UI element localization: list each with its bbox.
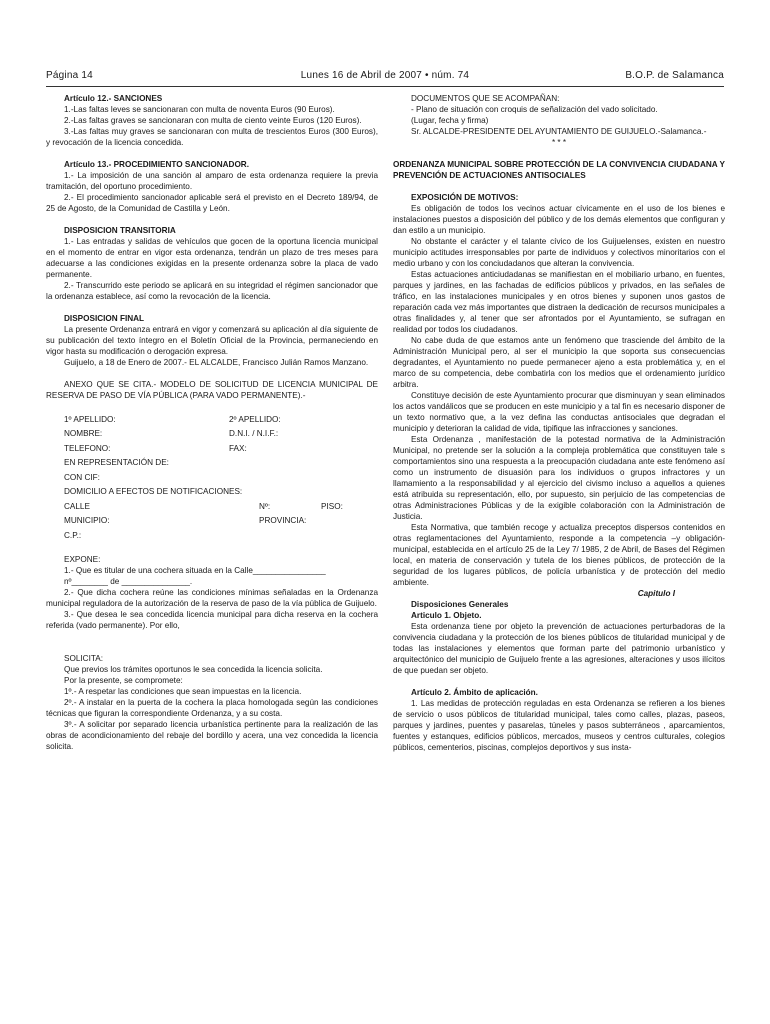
disposiciones-generales: Disposiciones Generales: [411, 600, 509, 609]
journal-name: B.O.P. de Salamanca: [625, 70, 724, 81]
art2-p: 1. Las medidas de protección reguladas en esta Ordenanza se refieren a los bienes de servicio o usos públicos de titularidad municipal, tales como calles, plazas, paseos, parques y jardines, puentes y pasarelas, túneles y pasos subterráneos , aparcamientos, fuentes y estanques, edificios públicos, mercados, museos y centros culturales, colegios públicos, cementerios, piscinas, complejos deportivos y sus insta-: [393, 699, 725, 752]
docs-title: DOCUMENTOS QUE SE ACOMPAÑAN:: [411, 94, 560, 103]
left-column: [46, 93, 378, 752]
form-calle: CALLE: [64, 501, 90, 511]
transitoria-p2: 2.- Transcurrido este periodo se aplicará en su integridad el régimen sancionador que la ordenanza establece, así como la revocación de la licencia.: [46, 281, 378, 301]
expone-title: EXPONE:: [64, 554, 101, 564]
art13-title: Artículo 13.- PROCEDIMIENTO SANCIONADOR.: [64, 160, 249, 169]
exposicion-p4: No cabe duda de que estamos ante un fenómeno que trasciende del ámbito de la Administración Municipal pero, al ser el municipio la que soporta sus consecuencias degradantes, el Ayuntamiento no puede permanecer ajeno a esta problemática y, en el marco de su competencia, debe combatirla con los medios que el ordenamiento jurídico arbitra.: [393, 336, 725, 389]
exposicion-p2: No obstante el carácter y el talante cívico de los Guijuelenses, existen en nuestro municipio actitudes irresponsables por parte de individuos y colectivos minoritarios con el medio urbano y con los conciudadanos que alteran la convivencia.: [393, 237, 725, 268]
form-apellido1: 1º APELLIDO:: [64, 414, 116, 424]
form-telefono: TELEFONO:: [64, 443, 111, 453]
art1-p: Esta ordenanza tiene por objeto la prevención de actuaciones perturbadoras de la convivencia ciudadana y la protección de los bienes públicos de titularidad municipal y de todas las instalaciones y elementos que forman parte del patrimonio urbanístico y arquitectónico del municipio de Guijuelo frente a las agresiones, alteraciones y usos ilícitos de que puedan ser objeto.: [393, 622, 725, 675]
header-divider: [46, 86, 724, 87]
solicita-p2: Por la presente, se compromete:: [64, 675, 183, 685]
docs-p2: (Lugar, fecha y firma): [411, 116, 489, 125]
form-piso: PISO:: [321, 501, 343, 511]
capitulo-1: Capitulo I: [637, 589, 675, 598]
art12-p3: 3.-Las faltas muy graves se sancionaran con multa de trescientos Euros (300 Euros), y revocación de la licencia concedida.: [46, 127, 378, 147]
exposicion-p6: Esta Ordenanza , manifestación de la potestad normativa de la Administración Municipal, no pretende ser la solución a la compleja problemática que constituyen tale s comportamientos sino una respuesta a la preocupación ciudadana ante este fenómeno así como un instrumento de disuasión para los individuos o grupos infractores y un llamamiento a la responsabilidad y al ejercicio del civismo incluso a aquellos a quienes está atribuida su representación, ello, por supuesto, sin perjuicio de las competencias de otras Administraciones Públicas y de la exigible colaboración con la Administración de Justicia.: [393, 435, 725, 521]
form-numero: Nº:: [259, 501, 271, 511]
form-fax: FAX:: [229, 443, 247, 453]
expone-p1: 1.- Que es titular de una cochera situada en la Calle________________: [64, 565, 326, 575]
compromiso-1: 1º.- A respetar las condiciones que sean impuestas en la licencia.: [64, 686, 302, 696]
page-number: Página 14: [46, 70, 93, 81]
compromiso-2: 2º.- A instalar en la puerta de la cochera la placa homologada según las condiciones técnicas que figuran la correspondiente Ordenanza, y a su costa.: [46, 697, 378, 718]
separator-stars: * * *: [551, 138, 567, 147]
exposicion-title: EXPOSICIÓN DE MOTIVOS:: [411, 193, 519, 202]
form-cif: CON CIF:: [64, 472, 100, 482]
form-representacion: EN REPRESENTACIÓN DE:: [64, 458, 169, 468]
expone-p2: 2.- Que dicha cochera reúne las condiciones mínimas señaladas en la Ordenanza municipal reguladora de la autorización de la reserva de paso de la vía pública de Guijuelo.: [46, 587, 378, 608]
ordenanza-title: ORDENANZA MUNICIPAL SOBRE PROTECCIÓN DE LA CONVIVENCIA CIUDADANA Y PREVENCIÓN DE ACTUACIONES ANTISOCIALES: [393, 160, 725, 180]
solicita-p1: Que previos los trámites oportunos le sea concedida la licencia solicita.: [64, 664, 323, 674]
form-nombre: NOMBRE:: [64, 429, 103, 439]
final-title: DISPOSICION FINAL: [64, 314, 145, 323]
art12-p1: 1.-Las faltas leves se sancionaran con multa de noventa Euros (90 Euros).: [64, 105, 335, 114]
transitoria-p1: 1.- Las entradas y salidas de vehículos que gocen de la oportuna licencia municipal en el momento de entrar en vigor esta ordenanza, tendrán un plazo de tres meses para adecuarse a las condiciones exigidas en la presente ordenanza sobre la placa de vado permanente.: [46, 237, 378, 279]
application-form: [46, 412, 378, 543]
solicita-title: SOLICITA:: [64, 653, 103, 663]
docs-p3: Sr. ALCALDE-PRESIDENTE DEL AYUNTAMIENTO DE GUIJUELO.-Salamanca.-: [411, 127, 707, 136]
art12-p2: 2.-Las faltas graves se sancionaran con multa de ciento veinte Euros (120 Euros).: [64, 116, 362, 125]
exposicion-p7: Esta Normativa, que también recoge y actualiza preceptos dispersos contenidos en otras reglamentaciones del Ayuntamiento, responde a la competencia –y obligación- municipal, establecida en el artículo 25 de la Ley 7/ 1985, 2 de Abril, de Bases del Régimen local, en materia de conservación y tutela de los bienes públicos, de protección de la seguridad de los lugares públicos, de policía urbanística y de protección del medio ambiente.: [393, 523, 725, 587]
expone-p3: 3.- Que desea le sea concedida licencia municipal para dicha reserva en la cochera referida (vado permanente). Por ello,: [46, 609, 378, 630]
transitoria-title: DISPOSICION TRANSITORIA: [64, 226, 176, 235]
art1-title: Articulo 1. Objeto.: [411, 611, 482, 620]
art2-title: Artículo 2. Ámbito de aplicación.: [411, 688, 538, 697]
compromiso-3: 3º.- A solicitar por separado licencia urbanística pertinente para la realización de las obras de acondicionamiento del rebaje del bordillo y acera, una vez concedida la licencia solicita.: [46, 719, 378, 751]
expone-p1b: nº________ de _______________.: [64, 576, 193, 586]
final-p2: Guijuelo, a 18 de Enero de 2007.- EL ALCALDE, Francisco Julián Ramos Manzano.: [64, 358, 369, 367]
art13-p1: 1.- La imposición de una sanción al amparo de esta ordenanza requiere la previa tramitación, del oportuno procedimiento.: [46, 171, 378, 191]
form-dni: D.N.I. / N.I.F.:: [229, 429, 279, 439]
form-provincia: PROVINCIA:: [259, 516, 307, 526]
exposicion-p5: Constituye decisión de este Ayuntamiento procurar que disminuyan y sean eliminados los actos vandálicos que se producen en este municipio y a tal fin es necesario disponer de un texto normativo que, a la vez defina las conductas antisociales que degradan el municipio y deterioran la calidad de vida, tipifique las infracciones y sanciones.: [393, 391, 725, 433]
form-domicilio: DOMICILIO A EFECTOS DE NOTIFICACIONES:: [64, 487, 243, 497]
form-cp: C.P.:: [64, 530, 82, 540]
anexo-title: ANEXO QUE SE CITA.- MODELO DE SOLICITUD DE LICENCIA MUNICIPAL DE RESERVA DE PASO DE VÍA PÚBLICA (PARA VADO PERMANENTE).-: [46, 380, 378, 400]
page-header: [46, 70, 724, 86]
exposicion-p3: Estas actuaciones anticiudadanas se manifiestan en el mobiliario urbano, en fuentes, parques y jardines, en las fachadas de edificios públicos y privados, en las señales de tráfico, en las instalaciones municipales y en otros bienes y suponen unos gastos de reparación cada vez más importantes que distraen la dedicación de recursos municipales a otras finalidades y, al tener que ser afrontados por el Ayuntamiento, se sufragan en realidad por todos los ciudadanos.: [393, 270, 725, 334]
form-apellido2: 2º APELLIDO:: [229, 414, 281, 424]
art12-title: Artículo 12.- SANCIONES: [64, 94, 163, 103]
issue-date: Lunes 16 de Abril de 2007 • núm. 74: [300, 70, 470, 81]
right-column: [393, 93, 725, 753]
art13-p2: 2.- El procedimiento sancionador aplicable será el previsto en el Decreto 189/94, de 25 de Agosto, de la Comunidad de Castilla y León.: [46, 193, 378, 213]
form-municipio: MUNICIPIO:: [64, 516, 110, 526]
docs-p1: - Plano de situación con croquis de señalización del vado solicitado.: [411, 105, 658, 114]
final-p1: La presente Ordenanza entrará en vigor y comenzará su aplicación al día siguiente de su publicación del texto íntegro en el Boletín Oficial de la Provincia, permaneciendo en vigor hasta su modificación o derogación expresa.: [46, 325, 378, 356]
exposicion-p1: Es obligación de todos los vecinos actuar cívicamente en el uso de los bienes e instalaciones puestos a disposición del público y de los demás elementos que configuran y dan estilo a un municipio.: [393, 204, 725, 235]
